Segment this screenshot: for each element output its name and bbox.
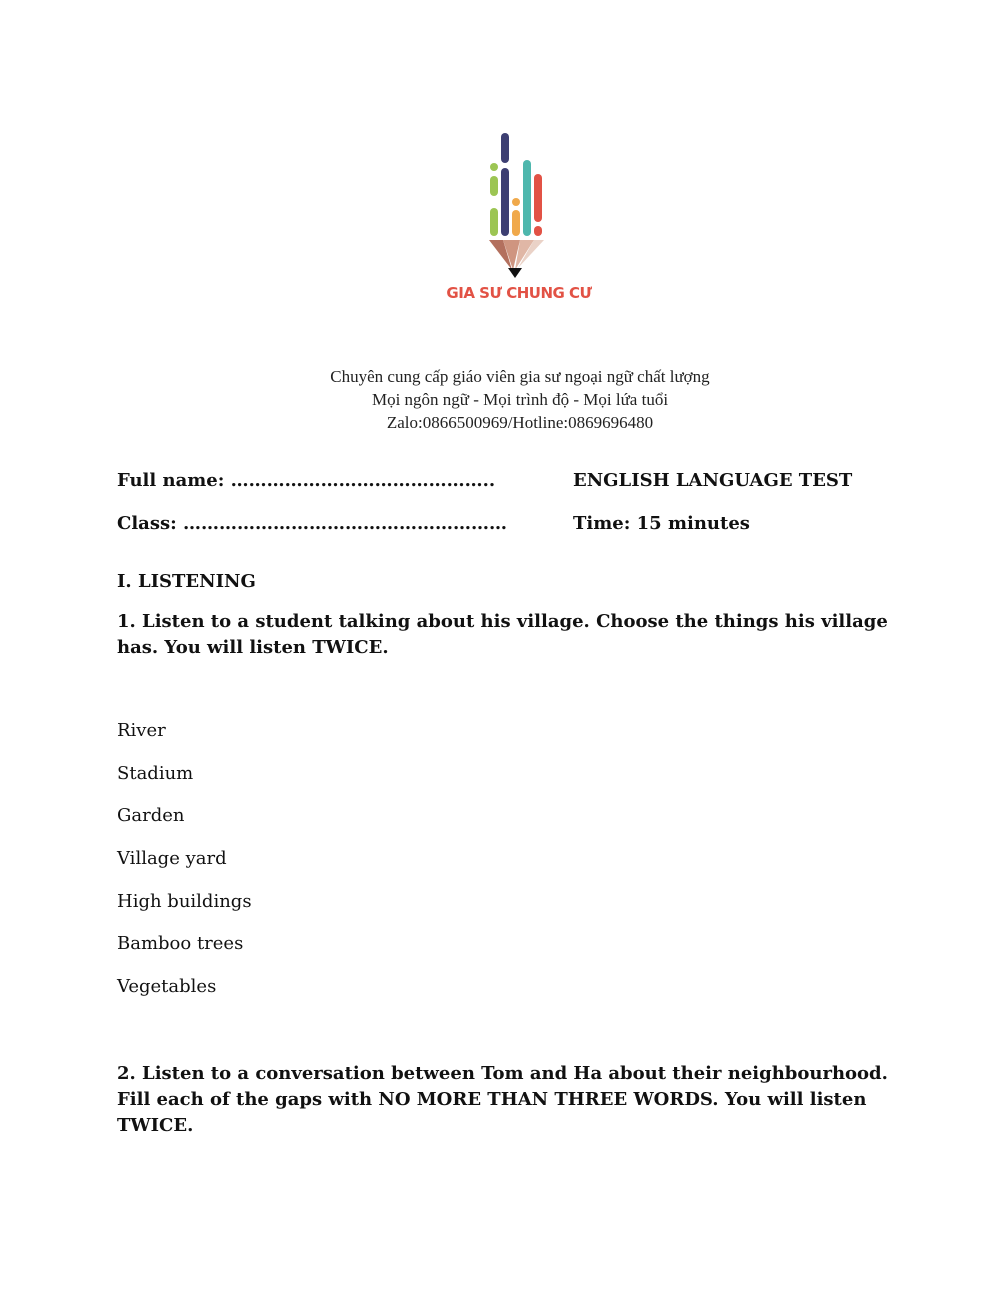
brand-name: GIA SƯ CHUNG CƯ [446, 284, 592, 302]
question-1: 1. Listen to a student talking about his village. Choose the things his village has. You will listen TWICE. [117, 611, 888, 658]
time-limit: Time: 15 minutes [573, 513, 750, 534]
test-title: ENGLISH LANGUAGE TEST [573, 470, 853, 491]
pencil-logo-icon [478, 128, 558, 283]
option-item[interactable]: Stadium [117, 763, 194, 784]
option-item[interactable]: High buildings [117, 891, 252, 912]
full-name-field: Full name: …………………………………….. [117, 470, 496, 491]
question-2: 2. Listen to a conversation between Tom and Ha about their neighbourhood. Fill each of the gaps with NO MORE THAN THREE WORDS. You will listen TWICE. [117, 1063, 888, 1136]
option-item[interactable]: River [117, 720, 166, 741]
section-title: I. LISTENING [117, 571, 256, 592]
option-item[interactable]: Vegetables [117, 976, 217, 997]
option-item[interactable]: Bamboo trees [117, 933, 244, 954]
tagline-line-1: Chuyên cung cấp giáo viên gia sư ngoại ngữ chất lượng [330, 367, 710, 386]
option-item[interactable]: Garden [117, 805, 185, 826]
option-item[interactable]: Village yard [117, 848, 227, 869]
tagline-line-2: Mọi ngôn ngữ - Mọi trình độ - Mọi lứa tuổi [371, 390, 669, 409]
tagline-contact: Zalo:0866500969/Hotline:0869696480 [386, 413, 654, 432]
class-field: Class: ……………………………………………… [117, 513, 508, 534]
